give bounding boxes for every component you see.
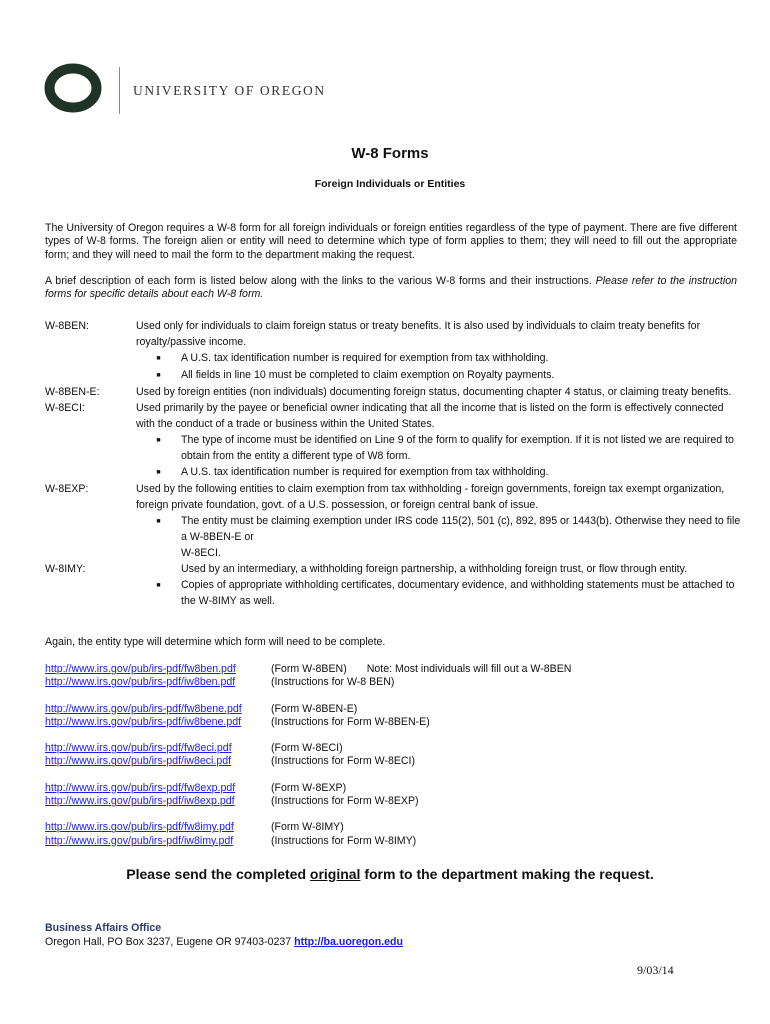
form-code: W-8ECI:: [45, 402, 85, 414]
bullet-square-icon: ■: [156, 518, 161, 525]
bullet-square-icon: ■: [156, 582, 161, 589]
bullet-square-icon: ■: [156, 437, 161, 444]
form-description-list: [45, 318, 745, 609]
bullet-text: The type of income must be identified on Line 9 of the form to qualify for exemption. If it is not listed we are required to obtain from the entity a different type of W8 form.: [181, 434, 734, 462]
form-code: W-8BEN-E:: [45, 386, 100, 398]
link-group: [45, 742, 695, 769]
irs-pdf-link[interactable]: http://www.irs.gov/pub/irs-pdf/fw8eci.pdf: [45, 742, 232, 755]
link-row: [45, 676, 695, 689]
form-description: Used only for individuals to claim foreign status or treaty benefits. It is also used by individuals to claim treaty benefits for royalty/passive income.: [136, 320, 701, 348]
office-address: Oregon Hall, PO Box 3237, Eugene OR 97403-0237 http://ba.uoregon.edu: [45, 936, 403, 948]
link-label: (Instructions for W-8 BEN): [271, 676, 395, 689]
university-name: UNIVERSITY OF OREGON: [133, 83, 326, 98]
form-entry: [45, 561, 745, 577]
page-subtitle: Foreign Individuals or Entities: [314, 178, 466, 190]
irs-pdf-link[interactable]: http://www.irs.gov/pub/irs-pdf/iw8ben.pdf: [45, 676, 236, 689]
link-row: [45, 821, 695, 834]
bullet-square-icon: ■: [156, 355, 161, 362]
form-code: W-8IMY:: [45, 563, 86, 575]
form-code: W-8EXP:: [45, 483, 89, 495]
irs-pdf-link[interactable]: http://www.irs.gov/pub/irs-pdf/fw8ben.pdf: [45, 663, 236, 675]
logo-divider: [119, 67, 120, 114]
link-group: [45, 821, 695, 848]
page-title: W-8 Forms: [351, 145, 429, 162]
link-group: [45, 703, 695, 730]
again-note: Again, the entity type will determine which form will need to be complete.: [45, 636, 386, 648]
form-bullet: [136, 577, 745, 609]
form-code: W-8BEN:: [45, 320, 89, 332]
link-note: Note: Most individuals will fill out a W-8BEN: [366, 663, 572, 675]
form-bullet: [136, 367, 745, 384]
link-label: (Form W-8ECI): [271, 742, 343, 755]
bullet-text: All fields in line 10 must be completed to claim exemption on Royalty payments.: [181, 369, 555, 381]
link-row: [45, 782, 695, 795]
send-notice: Please send the completed original form to the department making the request.: [126, 866, 654, 882]
bullet-square-icon: ■: [156, 469, 161, 476]
link-label: (Form W-8IMY): [271, 821, 344, 834]
link-group: [45, 663, 695, 690]
form-description: Used by foreign entities (non individuals) documenting foreign status, documenting chapter 4 status, or claiming treaty benefits.: [136, 386, 732, 398]
brief-italic-note: Please refer to the instruction forms for specific details about each W-8 form.: [45, 275, 738, 301]
irs-pdf-link[interactable]: http://www.irs.gov/pub/irs-pdf/iw8bene.pdf: [45, 715, 242, 728]
original-emphasis: original: [309, 866, 361, 882]
link-row: [45, 742, 695, 755]
link-label: (Instructions for Form W-8IMY): [271, 834, 417, 847]
bullet-text: The entity must be claiming exemption under IRS code 115(2), 501 (c), 892, 895 or 1443(b). Otherwise they need to file a W-8BEN-E or W-8ECI.: [181, 515, 741, 559]
form-description: Used by the following entities to claim exemption from tax withholding - foreign governments, foreign tax exempt organization, foreign private foundation, govt. of a U.S. possession, or foreign central bank of issue.: [136, 483, 725, 511]
link-row: [45, 716, 695, 729]
link-row: [45, 703, 695, 716]
intro-paragraph: The University of Oregon requires a W-8 form for all foreign individuals or foreign entities regardless of the type of payment. There are five different types of W-8 forms. The foreign alien or entity will need to determine which type of form applies to them; they will need to fill out the appropriate form; and they will need to mail the form to the department making the request.: [45, 222, 737, 261]
link-label: (Form W-8BEN): [271, 663, 347, 675]
irs-pdf-link[interactable]: http://www.irs.gov/pub/irs-pdf/fw8bene.pdf: [45, 702, 242, 715]
link-label: (Form W-8BEN-E): [271, 702, 358, 715]
bullet-square-icon: ■: [156, 372, 161, 379]
irs-pdf-link[interactable]: http://www.irs.gov/pub/irs-pdf/iw8eci.pdf: [45, 755, 232, 768]
link-row: [45, 755, 695, 768]
irs-pdf-link[interactable]: http://www.irs.gov/pub/irs-pdf/iw8exp.pdf: [45, 795, 235, 808]
bullet-text: Copies of appropriate withholding certificates, documentary evidence, and withholding statements must be attached to the W-8IMY as well.: [181, 579, 735, 607]
university-o-logo-icon: [44, 62, 102, 117]
form-link-list: [45, 663, 695, 861]
irs-pdf-link[interactable]: http://www.irs.gov/pub/irs-pdf/iw8imy.pdf: [45, 834, 234, 847]
link-group: [45, 782, 695, 809]
form-entry: [45, 318, 745, 350]
brief-paragraph: [45, 275, 737, 302]
irs-pdf-link[interactable]: http://www.irs.gov/pub/irs-pdf/fw8exp.pdf: [45, 781, 236, 794]
document-date: 9/03/14: [637, 963, 674, 977]
form-description: Used primarily by the payee or beneficial owner indicating that all the income that is listed on the form is effectively connected with the conduct of a trade or business within the United States.: [136, 402, 724, 430]
link-label: (Instructions for Form W-8BEN-E): [271, 715, 430, 728]
office-name: Business Affairs Office: [45, 922, 162, 934]
link-row: [45, 835, 695, 848]
brief-text: A brief description of each form is listed below along with the links to the various W-8 forms and their instructions.: [45, 275, 596, 287]
link-row: [45, 795, 695, 808]
form-entry: [45, 384, 745, 400]
form-entry: [45, 481, 745, 513]
link-label: (Form W-8EXP): [271, 781, 347, 794]
form-entry: [45, 400, 745, 432]
bullet-text: A U.S. tax identification number is required for exemption from tax withholding.: [181, 352, 549, 364]
form-bullet: [136, 464, 745, 481]
form-bullet: [136, 513, 745, 561]
form-bullet: [136, 350, 745, 367]
form-description: Used by an intermediary, a withholding foreign partnership, a withholding foreign trust, or flow through entity.: [181, 563, 688, 575]
link-label: (Instructions for Form W-8EXP): [271, 795, 419, 808]
irs-pdf-link[interactable]: http://www.irs.gov/pub/irs-pdf/fw8imy.pdf: [45, 821, 234, 834]
bullet-text: A U.S. tax identification number is required for exemption from tax withholding.: [181, 466, 549, 478]
office-website-link[interactable]: http://ba.uoregon.edu: [294, 936, 403, 948]
link-row: [45, 663, 695, 676]
link-label: (Instructions for Form W-8ECI): [271, 755, 416, 768]
form-bullet: [136, 432, 745, 464]
